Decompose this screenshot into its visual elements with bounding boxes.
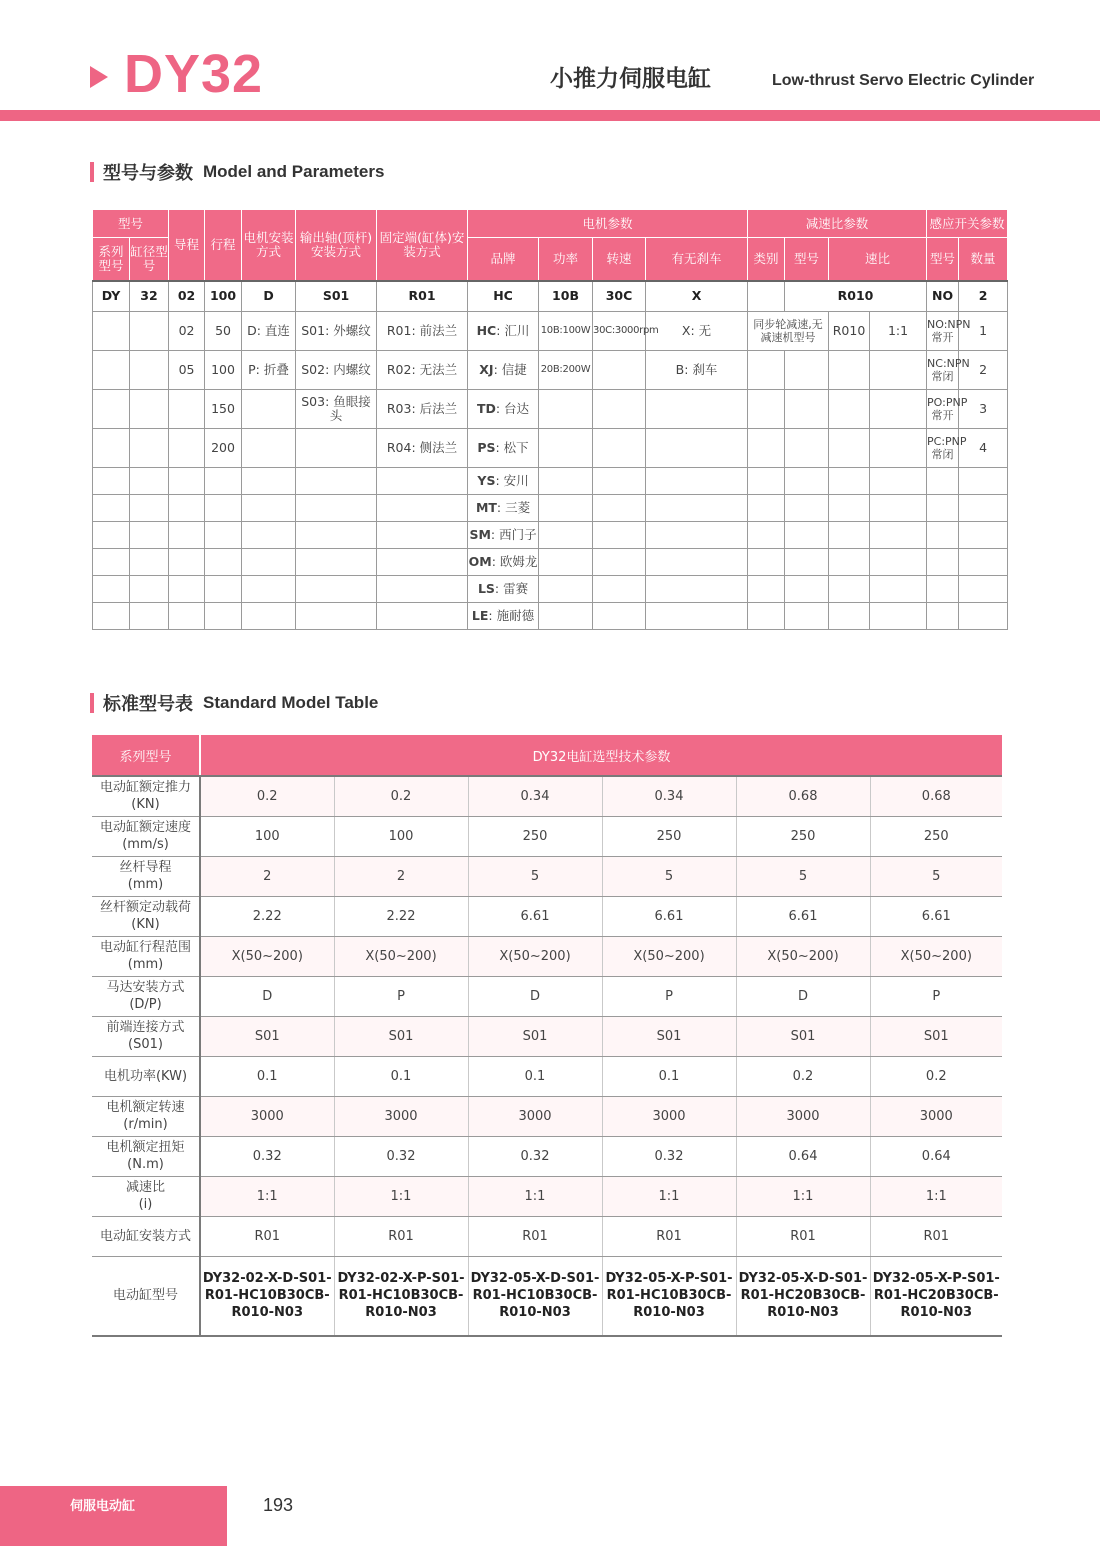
lead-option: 02 — [169, 311, 205, 350]
value-cell: D — [468, 976, 602, 1016]
sensor-option: NC:NPN 常闭 — [927, 350, 959, 389]
brand-option — [468, 494, 539, 521]
header-brake: 有无刹车 — [646, 238, 748, 281]
stroke-option: 150 — [205, 389, 242, 428]
table-row — [92, 1016, 1002, 1056]
value-cell: 1:1 — [602, 1176, 736, 1216]
row-label: 电动缸额定推力 (KN) — [92, 776, 200, 816]
value-cell: 0.64 — [870, 1136, 1002, 1176]
header-power: 功率 — [539, 238, 593, 281]
value-cell: 1:1 — [736, 1176, 870, 1216]
header-sensor-qty: 数量 — [959, 238, 1008, 281]
brand-code: SM — [469, 526, 491, 542]
sel-cell: 30C — [593, 281, 646, 311]
value-cell: R01 — [200, 1216, 334, 1256]
table-row — [92, 1216, 1002, 1256]
model-code: DY32-05-X-D-S01- R01-HC10B30CB- R010-N03 — [468, 1256, 602, 1336]
value-cell: R01 — [736, 1216, 870, 1256]
header-series: 系列型号 — [93, 238, 130, 281]
section-title-en: Standard Model Table — [203, 693, 379, 712]
value-cell: 6.61 — [602, 896, 736, 936]
selected-example-row — [93, 281, 1008, 311]
header-bore: 缸径型号 — [130, 238, 169, 281]
power-option: 20B:200W — [539, 350, 593, 389]
motor-mount-option: P: 折叠 — [242, 350, 296, 389]
brand-option — [468, 467, 539, 494]
brand-option — [468, 575, 539, 602]
table-row — [92, 896, 1002, 936]
model-code: DY32-05-X-D-S01- R01-HC20B30CB- R010-N03 — [736, 1256, 870, 1336]
value-cell: 6.61 — [736, 896, 870, 936]
value-cell: S01 — [468, 1016, 602, 1056]
table-row — [92, 1176, 1002, 1216]
brand-name: : 安川 — [495, 472, 529, 488]
row-label: 电机额定转速 (r/min) — [92, 1096, 200, 1136]
standard-rows — [92, 776, 1002, 1256]
brand-option — [468, 548, 539, 575]
sel-cell: DY — [93, 281, 130, 311]
sensor-option: PC:PNP 常闭 — [927, 428, 959, 467]
row-label: 电机功率(KW) — [92, 1056, 200, 1096]
value-cell: 0.32 — [334, 1136, 468, 1176]
sel-cell: 10B — [539, 281, 593, 311]
section-title-params — [90, 160, 384, 184]
value-cell: 0.68 — [870, 776, 1002, 816]
value-cell: P — [602, 976, 736, 1016]
table-row — [93, 311, 1008, 350]
fixed-option: R03: 后法兰 — [377, 389, 468, 428]
value-cell: X(50~200) — [602, 936, 736, 976]
brand-name: : 施耐德 — [488, 607, 535, 623]
value-cell: 3000 — [736, 1096, 870, 1136]
header-tech-params: DY32电缸选型技术参数 — [200, 735, 1002, 776]
table-row — [93, 467, 1008, 494]
value-cell: S01 — [736, 1016, 870, 1056]
brand-code: HC — [476, 322, 497, 338]
brand-code: MT — [475, 499, 497, 515]
value-cell: 0.2 — [200, 776, 334, 816]
brake-option: X: 无 — [646, 311, 748, 350]
stroke-option: 200 — [205, 428, 242, 467]
header-motor-params: 电机参数 — [468, 210, 748, 238]
value-cell: 2.22 — [334, 896, 468, 936]
row-label: 前端连接方式 (S01) — [92, 1016, 200, 1056]
table-row — [92, 1136, 1002, 1176]
table-row — [93, 548, 1008, 575]
header-speed: 转速 — [593, 238, 646, 281]
value-cell: S01 — [870, 1016, 1002, 1056]
product-title-en: Low-thrust Servo Electric Cylinder — [772, 72, 1035, 89]
header-sensor: 感应开关参数 — [927, 210, 1008, 238]
model-code: DY32-02-X-P-S01- R01-HC10B30CB- R010-N03 — [334, 1256, 468, 1336]
sel-cell: R01 — [377, 281, 468, 311]
sel-cell: 2 — [959, 281, 1008, 311]
value-cell: 250 — [602, 816, 736, 856]
table-row — [93, 521, 1008, 548]
value-cell: R01 — [468, 1216, 602, 1256]
output-option: S01: 外螺纹 — [296, 311, 377, 350]
header-reducer: 减速比参数 — [748, 210, 927, 238]
table-row — [93, 350, 1008, 389]
value-cell: 0.1 — [468, 1056, 602, 1096]
value-cell: 0.34 — [468, 776, 602, 816]
value-cell: 0.1 — [602, 1056, 736, 1096]
value-cell: 0.34 — [602, 776, 736, 816]
value-cell: X(50~200) — [736, 936, 870, 976]
table-row — [92, 1056, 1002, 1096]
row-label: 电机额定扭矩 (N.m) — [92, 1136, 200, 1176]
fixed-option: R04: 侧法兰 — [377, 428, 468, 467]
header-model: 型号 — [93, 210, 169, 238]
header-reducer-model: 型号 — [785, 238, 829, 281]
footer-section-label: 伺服电动缸 — [70, 1499, 136, 1514]
value-cell: X(50~200) — [334, 936, 468, 976]
table-row — [93, 428, 1008, 467]
sensor-qty: 4 — [959, 428, 1008, 467]
output-option: S03: 鱼眼接头 — [296, 389, 377, 428]
header-series-model: 系列型号 — [92, 735, 200, 776]
fixed-option: R02: 无法兰 — [377, 350, 468, 389]
table-row — [92, 976, 1002, 1016]
model-row-label: 电动缸型号 — [92, 1256, 200, 1336]
section-title-standard — [90, 691, 378, 715]
sel-cell: X — [646, 281, 748, 311]
section-title-cn: 标准型号表 — [103, 694, 193, 715]
model-code: DY32-02-X-D-S01- R01-HC10B30CB- R010-N03 — [200, 1256, 334, 1336]
table-row — [92, 1096, 1002, 1136]
sensor-qty: 3 — [959, 389, 1008, 428]
brand-code: YS — [477, 472, 496, 488]
header-sensor-model: 型号 — [927, 238, 959, 281]
table-row — [93, 494, 1008, 521]
header-output-shaft: 输出轴(顶杆)安装方式 — [296, 210, 377, 282]
value-cell: 1:1 — [870, 1176, 1002, 1216]
row-label: 丝杆导程 (mm) — [92, 856, 200, 896]
brand-code: OM — [468, 553, 492, 569]
value-cell: 2 — [334, 856, 468, 896]
brand-name: : 松下 — [495, 439, 529, 455]
brand-option — [468, 521, 539, 548]
section-title-cn: 型号与参数 — [103, 163, 193, 184]
sel-cell: S01 — [296, 281, 377, 311]
table-row — [92, 776, 1002, 816]
sensor-option: PO:PNP 常开 — [927, 389, 959, 428]
value-cell: 1:1 — [468, 1176, 602, 1216]
value-cell: 2 — [200, 856, 334, 896]
header-stroke: 行程 — [205, 210, 242, 282]
sel-cell: 32 — [130, 281, 169, 311]
sel-cell: NO — [927, 281, 959, 311]
row-label: 电动缸行程范围 (mm) — [92, 936, 200, 976]
brand-code: LS — [477, 580, 495, 596]
model-title: DY32 — [124, 44, 264, 104]
value-cell: R01 — [870, 1216, 1002, 1256]
value-cell: 1:1 — [200, 1176, 334, 1216]
value-cell: 3000 — [602, 1096, 736, 1136]
brand-option — [468, 602, 539, 629]
value-cell: 250 — [468, 816, 602, 856]
value-cell: P — [870, 976, 1002, 1016]
value-cell: 3000 — [200, 1096, 334, 1136]
brand-option — [468, 311, 539, 350]
value-cell: 250 — [736, 816, 870, 856]
value-cell: X(50~200) — [870, 936, 1002, 976]
params-table — [92, 209, 1008, 630]
header-fixed-end: 固定端(缸体)安装方式 — [377, 210, 468, 282]
value-cell: 3000 — [334, 1096, 468, 1136]
value-cell: 2.22 — [200, 896, 334, 936]
brand-name: : 台达 — [495, 400, 530, 416]
brand-name: : 信捷 — [493, 361, 527, 377]
value-cell: D — [736, 976, 870, 1016]
motor-mount-option: D: 直连 — [242, 311, 296, 350]
value-cell: 100 — [200, 816, 334, 856]
table-row — [92, 936, 1002, 976]
brand-name: : 西门子 — [490, 526, 537, 542]
value-cell: S01 — [334, 1016, 468, 1056]
value-cell: X(50~200) — [200, 936, 334, 976]
value-cell: 5 — [468, 856, 602, 896]
table-row — [92, 856, 1002, 896]
sensor-option: NO:NPN 常开 — [927, 311, 959, 350]
row-label: 电动缸额定速度 (mm/s) — [92, 816, 200, 856]
brand-option — [468, 428, 539, 467]
header-reducer-ratio: 速比 — [829, 238, 927, 281]
sel-cell: 02 — [169, 281, 205, 311]
sel-cell: D — [242, 281, 296, 311]
reducer-model: R010 — [829, 311, 870, 350]
sensor-qty: 2 — [959, 350, 1008, 389]
header-lead: 导程 — [169, 210, 205, 282]
lead-option: 05 — [169, 350, 205, 389]
reducer-ratio: 1:1 — [870, 311, 927, 350]
row-label: 马达安装方式 (D/P) — [92, 976, 200, 1016]
value-cell: 1:1 — [334, 1176, 468, 1216]
stroke-option: 50 — [205, 311, 242, 350]
power-option: 10B:100W — [539, 311, 593, 350]
value-cell: 0.64 — [736, 1136, 870, 1176]
output-option: S02: 内螺纹 — [296, 350, 377, 389]
brand-name: : 欧姆龙 — [491, 553, 538, 569]
table-row — [93, 389, 1008, 428]
value-cell: 0.2 — [736, 1056, 870, 1096]
value-cell: 0.2 — [334, 776, 468, 816]
value-cell: 6.61 — [468, 896, 602, 936]
value-cell: 100 — [334, 816, 468, 856]
header-brand: 品牌 — [468, 238, 539, 281]
model-row — [92, 1256, 1002, 1336]
value-cell: P — [334, 976, 468, 1016]
product-title-cn: 小推力伺服电缸 — [550, 66, 711, 92]
sel-cell: 100 — [205, 281, 242, 311]
value-cell: 3000 — [468, 1096, 602, 1136]
value-cell: S01 — [200, 1016, 334, 1056]
value-cell: 0.32 — [602, 1136, 736, 1176]
row-label: 丝杆额定动载荷 (KN) — [92, 896, 200, 936]
header-reducer-type: 类别 — [748, 238, 785, 281]
value-cell: 3000 — [870, 1096, 1002, 1136]
value-cell: S01 — [602, 1016, 736, 1056]
header-motor-mount: 电机安装方式 — [242, 210, 296, 282]
value-cell: 5 — [870, 856, 1002, 896]
brand-name: : 雷赛 — [494, 580, 529, 596]
value-cell: 5 — [602, 856, 736, 896]
brand-code: XJ — [479, 361, 494, 377]
value-cell: 250 — [870, 816, 1002, 856]
value-cell: 0.1 — [200, 1056, 334, 1096]
table-row — [93, 575, 1008, 602]
row-label: 电动缸安装方式 — [92, 1216, 200, 1256]
value-cell: X(50~200) — [468, 936, 602, 976]
page-number: 193 — [263, 1495, 294, 1515]
brake-option: B: 刹车 — [646, 350, 748, 389]
table-row — [92, 816, 1002, 856]
value-cell: D — [200, 976, 334, 1016]
brand-option — [468, 389, 539, 428]
value-cell: 0.2 — [870, 1056, 1002, 1096]
value-cell: 6.61 — [870, 896, 1002, 936]
sel-cell — [748, 281, 785, 311]
sel-cell: R010 — [785, 281, 927, 311]
sel-cell: HC — [468, 281, 539, 311]
value-cell: 0.68 — [736, 776, 870, 816]
section-mark — [90, 693, 94, 713]
table-row — [93, 602, 1008, 629]
speed-option: 30C:3000rpm — [593, 311, 646, 350]
value-cell: R01 — [334, 1216, 468, 1256]
section-mark — [90, 162, 94, 182]
model-code: DY32-05-X-P-S01- R01-HC10B30CB- R010-N03 — [602, 1256, 736, 1336]
fixed-option: R01: 前法兰 — [377, 311, 468, 350]
brand-code: TD — [476, 400, 496, 416]
reducer-type: 同步轮减速,无减速机型号 — [748, 311, 829, 350]
value-cell: 0.32 — [468, 1136, 602, 1176]
brand-option — [468, 350, 539, 389]
value-cell: 5 — [736, 856, 870, 896]
brand-name: : 汇川 — [496, 322, 530, 338]
brand-name: : 三菱 — [496, 499, 531, 515]
row-label: 减速比 (i) — [92, 1176, 200, 1216]
sensor-qty: 1 — [959, 311, 1008, 350]
section-title-en: Model and Parameters — [203, 162, 385, 181]
value-cell: 0.32 — [200, 1136, 334, 1176]
model-code: DY32-05-X-P-S01- R01-HC20B30CB- R010-N03 — [870, 1256, 1002, 1336]
header-bar — [0, 110, 1100, 121]
brand-code: PS — [477, 439, 496, 455]
stroke-option: 100 — [205, 350, 242, 389]
triangle-icon — [90, 66, 108, 88]
value-cell: 0.1 — [334, 1056, 468, 1096]
value-cell: R01 — [602, 1216, 736, 1256]
brand-code: LE — [471, 607, 489, 623]
standard-model-table — [92, 735, 1002, 1337]
